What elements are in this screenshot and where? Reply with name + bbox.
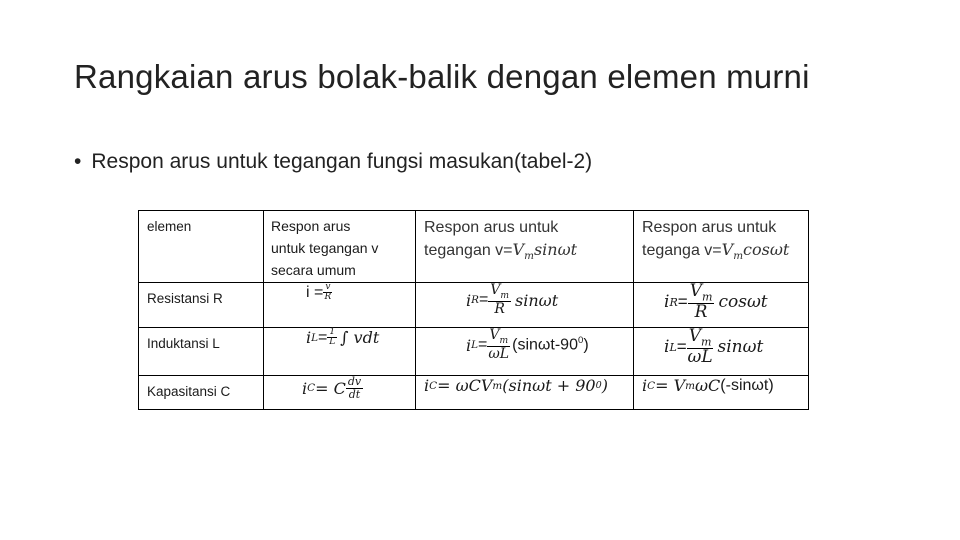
denominator: ωL: [488, 346, 510, 363]
formula-tail: sinωt: [717, 337, 764, 358]
header-cos-line1: Respon arus untuk: [642, 219, 777, 236]
numerator: v: [325, 282, 331, 292]
header-sin-line1: Respon arus untuk: [424, 219, 559, 236]
formula-tail: sinωt: [515, 290, 559, 310]
row-label-inductance: [139, 328, 264, 376]
numerator: dv: [347, 375, 362, 388]
formula-eq: =: [676, 337, 687, 357]
tail-sup: 0: [577, 335, 584, 347]
numerator-v: V: [489, 327, 500, 343]
header-cos: [634, 211, 809, 283]
table-header-row: [139, 211, 809, 283]
formula-sub: R: [669, 295, 678, 309]
cell-sin-l: [416, 328, 634, 376]
formula-lhs: i: [664, 337, 670, 358]
row-label-resistance: [139, 283, 264, 328]
numerator-v: V: [490, 282, 501, 298]
formula-sub: L: [669, 340, 677, 354]
numerator: [688, 283, 715, 304]
table-row: [139, 376, 809, 410]
numerator: 1: [329, 327, 336, 337]
fraction: [346, 376, 363, 400]
response-table: [138, 210, 809, 410]
numerator-sub: m: [701, 335, 712, 349]
tail-end: ): [583, 336, 589, 354]
formula-lhs: i: [466, 290, 472, 310]
cell-general-c: [264, 376, 416, 410]
tail-sup: 0: [595, 380, 602, 391]
formula-sub: C: [307, 382, 316, 395]
header-sin-tail: sinωt: [533, 240, 578, 259]
formula-eq: =: [677, 292, 688, 312]
cell-cos-c: [634, 376, 809, 410]
formula-eq: = C: [315, 378, 346, 398]
cell-general-r: [264, 283, 416, 328]
numerator-sub: m: [500, 290, 510, 301]
formula-lhs: i =: [306, 283, 324, 301]
formula-body: = V: [655, 376, 686, 395]
formula-lhs: i: [466, 335, 472, 355]
fraction: [488, 283, 511, 317]
formula-sub: L: [471, 339, 479, 352]
bullet-item: [74, 150, 592, 174]
table-row: [139, 328, 809, 376]
row-label-text: Induktansi L: [147, 336, 220, 351]
numerator: [487, 328, 510, 347]
formula-lhs: i: [306, 328, 312, 348]
formula-sub: C: [429, 379, 438, 392]
formula-tail: (sinωt + 90: [502, 376, 596, 395]
slide-title: Rangkaian arus bolak-balik dengan elemen murni: [74, 58, 810, 95]
formula-lhs: i: [664, 292, 670, 313]
header-elemen: [139, 211, 264, 283]
formula-lhs: i: [642, 376, 648, 395]
formula-eq: =: [318, 328, 328, 346]
header-general-line3: secara umum: [271, 262, 356, 278]
row-label-text: Kapasitansi C: [147, 384, 231, 399]
tail-end: ): [601, 376, 608, 395]
numerator-sub: m: [499, 335, 509, 346]
header-sin-prefix: tegangan v=: [424, 242, 513, 259]
header-cos-sub: m: [733, 250, 744, 263]
cell-sin-r: [416, 283, 634, 328]
fraction: [327, 328, 337, 348]
formula-sub: C: [647, 379, 656, 392]
formula-body-sub: m: [492, 379, 503, 392]
cell-cos-l: [634, 328, 809, 376]
header-general: [264, 211, 416, 283]
header-cos-V: V: [721, 240, 734, 259]
header-cos-tail: cosωt: [743, 240, 790, 259]
denominator: R: [324, 292, 332, 303]
formula-body: = ωCV: [437, 376, 493, 395]
formula-lhs: i: [302, 378, 308, 398]
cell-sin-c: [416, 376, 634, 410]
denominator: R: [494, 301, 505, 318]
denominator: dt: [348, 387, 361, 401]
denominator: L: [329, 337, 336, 348]
formula-tail: cosωt: [718, 292, 768, 313]
denominator: R: [694, 301, 708, 322]
fraction: [687, 328, 714, 367]
header-elemen-text: elemen: [147, 219, 192, 234]
bullet-text: Respon arus untuk tegangan fungsi masukan(tabel-2): [91, 150, 593, 173]
header-general-line1: Respon arus: [271, 218, 351, 234]
formula-eq: =: [478, 336, 488, 354]
formula-sub: R: [471, 294, 479, 307]
formula-body-sub: m: [685, 379, 695, 392]
header-general-line2: untuk tegangan v: [271, 240, 379, 256]
header-cos-prefix: teganga v=: [642, 242, 722, 259]
tail-text: (sinωt-90: [512, 336, 578, 354]
formula-body2: ωC: [694, 376, 721, 395]
numerator-v: V: [689, 281, 702, 301]
header-cos-line2: [642, 239, 808, 267]
fraction: [323, 283, 332, 303]
numerator-v: V: [688, 326, 701, 346]
formula-tail: ∫ vdt: [340, 328, 380, 348]
header-sin-V: V: [512, 240, 525, 259]
formula-eq: =: [478, 291, 489, 309]
formula-tail: [512, 335, 589, 354]
formula-tail: (-sinωt): [720, 376, 774, 394]
row-label-capacitance: [139, 376, 264, 410]
header-sin-sub: m: [524, 250, 534, 263]
header-sin: [416, 211, 634, 283]
header-sin-line2: [424, 239, 633, 267]
formula-lhs: i: [424, 376, 430, 395]
numerator: [687, 328, 714, 349]
cell-general-l: [264, 328, 416, 376]
fraction: [688, 283, 715, 322]
denominator: ωL: [687, 346, 713, 367]
numerator-sub: m: [701, 290, 713, 304]
row-label-text: Resistansi R: [147, 291, 223, 306]
numerator: [488, 283, 511, 302]
bullet-dot: •: [74, 150, 82, 173]
formula-sub: L: [311, 331, 319, 344]
fraction: [487, 328, 510, 362]
table-row: [139, 283, 809, 328]
cell-cos-r: [634, 283, 809, 328]
